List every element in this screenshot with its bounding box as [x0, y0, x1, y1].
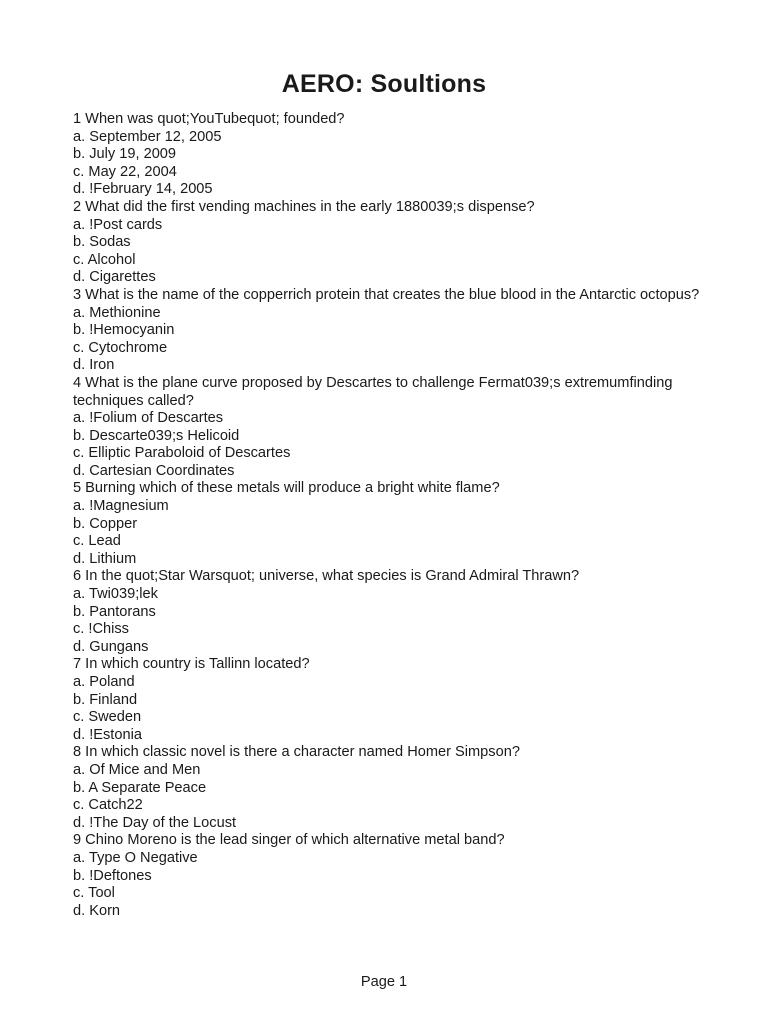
answer-option: c. Alcohol: [73, 251, 136, 268]
answer-option: a. Type O Negative: [73, 849, 198, 866]
answer-option: c. Elliptic Paraboloid of Descartes: [73, 445, 291, 462]
answer-option: d. Gungans: [73, 638, 149, 655]
answer-option: b. Sodas: [73, 234, 131, 251]
answer-option: d. !Estonia: [73, 726, 142, 743]
answer-option: b. Descarte039;s Helicoid: [73, 427, 240, 444]
answer-option: d. !February 14, 2005: [73, 181, 213, 198]
answer-option: d. Iron: [73, 357, 115, 374]
answer-option: c. Cytochrome: [73, 339, 168, 356]
answer-option: b. !Deftones: [73, 867, 152, 884]
answer-option: d. Lithium: [73, 550, 137, 567]
answer-option: a. !Post cards: [73, 216, 163, 233]
question-list: [73, 111, 703, 920]
answer-option: c. Tool: [73, 885, 115, 902]
question-item: [73, 375, 703, 481]
answer-option: a. !Magnesium: [73, 498, 169, 515]
answer-option: b. Finland: [73, 691, 138, 708]
answer-option: a. Poland: [73, 674, 135, 690]
question-text: 3 What is the name of the copperrich protein that creates the blue blood in the Antarctic octopus?: [73, 286, 700, 303]
question-text: 5 Burning which of these metals will produce a bright white flame?: [73, 480, 500, 497]
answer-option: a. Of Mice and Men: [73, 761, 201, 778]
question-text: 4 What is the plane curve proposed by Descartes to challenge Fermat039;s extremumfinding techniques called?: [73, 374, 673, 409]
answer-option: b. Pantorans: [73, 603, 156, 620]
question-text: 6 In the quot;Star Warsquot; universe, what species is Grand Admiral Thrawn?: [73, 568, 580, 585]
question-item: [73, 744, 703, 832]
page-title: AERO: Soultions: [281, 70, 487, 98]
question-item: [73, 832, 703, 920]
question-text: 2 What did the first vending machines in the early 1880039;s dispense?: [73, 198, 535, 215]
answer-option: b. July 19, 2009: [73, 146, 177, 163]
answer-option: d. Korn: [73, 902, 121, 919]
answer-option: a. Twi039;lek: [73, 586, 158, 603]
answer-option: a. Methionine: [73, 304, 161, 321]
answer-option: a. September 12, 2005: [73, 128, 222, 145]
question-item: [73, 111, 703, 199]
answer-option: d. !The Day of the Locust: [73, 814, 237, 831]
question-item: [73, 199, 703, 287]
question-text: 1 When was quot;YouTubequot; founded?: [73, 111, 345, 127]
question-item: [73, 656, 703, 744]
answer-option: c. May 22, 2004: [73, 163, 177, 180]
answer-option: c. !Chiss: [73, 621, 129, 638]
question-item: [73, 480, 703, 568]
question-text: 7 In which country is Tallinn located?: [73, 656, 310, 673]
answer-option: d. Cartesian Coordinates: [73, 462, 235, 479]
answer-option: c. Sweden: [73, 709, 142, 726]
answer-option: a. !Folium of Descartes: [73, 410, 224, 427]
question-text: 9 Chino Moreno is the lead singer of which alternative metal band?: [73, 832, 505, 849]
answer-option: c. Lead: [73, 533, 121, 550]
question-text: 8 In which classic novel is there a character named Homer Simpson?: [73, 744, 520, 761]
question-item: [73, 568, 703, 656]
answer-option: d. Cigarettes: [73, 269, 156, 286]
page-number: Page 1: [360, 974, 408, 990]
question-item: [73, 287, 703, 375]
answer-option: b. Copper: [73, 515, 138, 532]
answer-option: b. A Separate Peace: [73, 779, 207, 796]
answer-option: c. Catch22: [73, 797, 143, 814]
answer-option: b. !Hemocyanin: [73, 322, 175, 339]
